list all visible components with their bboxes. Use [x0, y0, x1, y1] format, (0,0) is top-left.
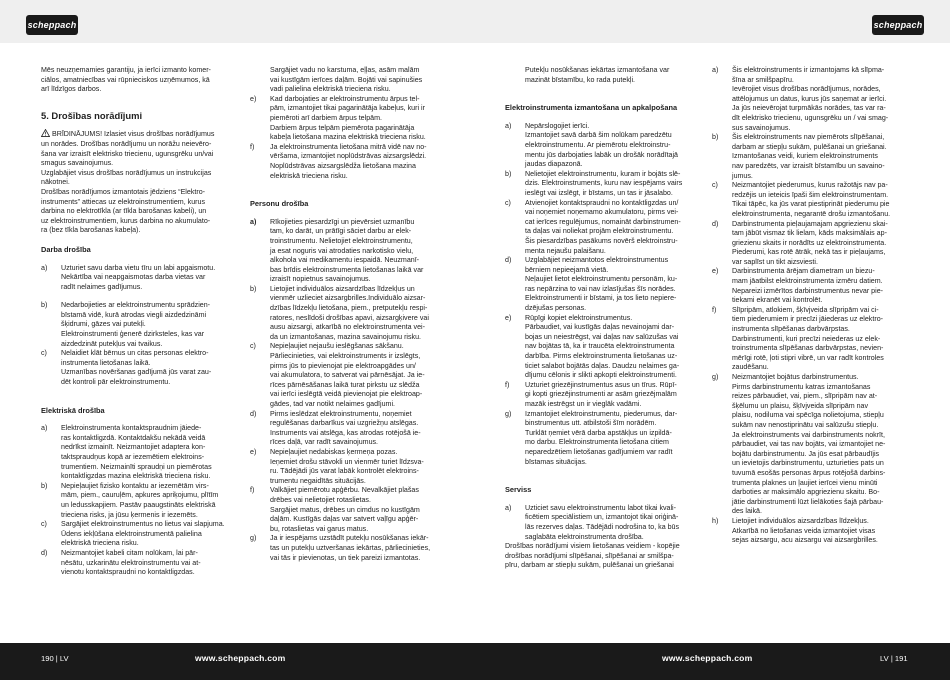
list-item-note — [505, 323, 698, 381]
text-line: Lietojiet individuālos aizsardzības līdzekļus. — [732, 516, 869, 525]
text-line: bojātu darbinstrumentu. Ja jūs esat pārbaudījis — [732, 449, 880, 458]
warning-triangle-icon — [41, 129, 50, 137]
text-line: Lietojiet individuālos aizsardzības līdzekļus un — [270, 284, 415, 293]
list-item: a) Rīkojieties piesardzīgi un pievērsiet uzmanību tam, ko darāt, un prātīgi sāciet darbu ar elek- troinstrumentu. Nelietojiet elektroinstrumentu, ja esat noguris vai atrodaties narkotisko vielu, alkohola vai medikamentu iespaidā. Neuzmanī- bas brīdis elektroinstrumenta lietošanas laikā var izraisīt nopietnus savainojumus. — [250, 217, 424, 284]
text-line: trumentu negaidītās situācijās. — [270, 476, 366, 485]
term-definition-paragraph — [41, 188, 233, 236]
text-line: plaisu, nodiluma vai spēcīga nolietojuma, stiepļu — [732, 411, 884, 420]
text-line: Šis elektroinstruments ir izmantojams kā slīpma- — [732, 66, 885, 74]
text-line: mām, piem., cauruļēm, apkures apriķojumu, plītīm — [61, 491, 219, 500]
list-item: b) Nelietojiet elektroinstrumentu, kuram ir bojāts slē- dzis. Elektroinstruments, kuru nav iespējams vairs ieslēgt vai izslēgt, ir bīstams, un tas ir jāsalabo. — [505, 169, 683, 197]
list-item-note — [505, 429, 698, 467]
text-line: Kad darbojaties ar elektroinstrumentu ārpus tel- — [270, 94, 420, 103]
text-line: Uzglabājiet neizmantotos elektroinstrumentus — [525, 256, 669, 265]
text-line: bīstamas situācijas. — [525, 457, 587, 466]
text-line: mentu jūs darbojaties labāk un drošāk norādītajā — [525, 150, 679, 159]
text-line: Pirms ieslēdzat elektroinstrumentu, noņemiet — [270, 409, 412, 418]
list-item: b) Nepieļaujiet fizisko kontaktu ar iezemētām virs- mām, piem., cauruļēm, apkures apriķojumu, plītīm un ledusskapjiem. Pastāv paaugstināts elektriskā trieciena risks, ja jūsu ķermenis ir iezemēts. — [41, 481, 219, 519]
text-line: Nepieļaujiet nedabiskas ķermeņa pozas. — [270, 447, 398, 456]
text-line: vai ierīci ieslēgtā veidā pievienojat pie elektroap- — [270, 390, 423, 399]
text-line: Nekārtība vai neapgaismotas darba vietas var — [61, 273, 206, 282]
text-line: kontaktligzdas mazina elektriskā trieciena risku. — [61, 472, 211, 481]
list-item: c) Neizmantojiet piederumus, kurus ražotājs nav pa- redzējis un ieteicis īpaši šim elektroinstrumentam. Tikai tāpēc, ka jūs varat piestiprināt piederumu pie elektroinstrumenta, negarantē drošu izmantošanu. — [712, 181, 891, 218]
text-line: Piederumi, kas rotē ātrāk, nekā tas ir pieļaujams, — [732, 248, 886, 257]
text-line: binstrumentus utt. atbilstoši šīm norādēm. — [525, 419, 657, 428]
keep-instructions-paragraph — [41, 169, 233, 188]
text-line: ieslēgt vai izslēgt, ir bīstams, un tas ir jāsalabo. — [525, 188, 673, 197]
list-item: f) Slīpripām, atlokiem, šķīvjveida slīpripām vai ci- tiem piederumiem ir precīzi jāiederas uz elektro- instrumenta slīpēšanas darbvārpstas. — [712, 305, 883, 334]
list-item: g) Izmantojiet elektroinstrumentu, piederumus, dar- binstrumentus utt. atbilstoši šīm norādēm. — [505, 409, 678, 428]
text-line: radīt nelaimes gadījumus. — [61, 282, 143, 291]
text-line: mazāk iestrēgst un ir vieglāk vadāmi. — [525, 400, 642, 408]
list-item: f) Uzturiet griezējinstrumentus asus un tīrus. Rūpī- gi kopti griezējinstrumenti ar asām griezējmalām mazāk iestrēgst un ir vieglāk vadāmi. — [505, 380, 677, 408]
column-3 — [505, 66, 698, 571]
text-line: Izmantojiet savā darbā šim nolūkam paredzētu — [525, 131, 672, 140]
text-line: Neizmantojiet kabeli citam nolūkam, lai pār- — [61, 548, 198, 557]
text-line: Darbinstrumenta ārējam diametram un biezu- — [732, 267, 875, 276]
text-line: redzējis un ieteicis īpaši šim elektroinstrumentam. — [732, 190, 889, 199]
text-line: neparedzētiem lietošanas gadījumiem var radīt — [525, 447, 673, 456]
text-line: nav paredzēts, var izraisīt bīstamību un savaino- — [732, 161, 885, 170]
text-line: saglabāta elektroinstrumenta drošība. — [525, 532, 644, 541]
column-2 — [250, 66, 442, 563]
text-line: jaudas diapazonā. — [525, 160, 583, 169]
text-line: daļām. Kustīgās daļas var satvert vaļīgu apģēr- — [270, 515, 419, 524]
text-line: ausu aizsargi, atkarībā no elektroinstrumenta vei- — [270, 323, 425, 332]
list-item: b) Lietojiet individuālos aizsardzības līdzekļus un vienmēr uzlieciet aizsargbrilles.Individuālo aizsar- dzības līdzekļu lietošana, piem., pretputekļu respi- ratores, neslīdoši drošības apavi, aizsargķivere vai ausu aizsargi, atkarībā no elektroinstrumenta vei- da un izmantošanas, mazina savainojumu risku. — [250, 284, 429, 341]
list-item-continuation — [250, 66, 442, 95]
text-line: var saplīst un tikt aizsviesti. — [732, 257, 818, 266]
text-line: Neizmantojiet bojātus darbinstrumentus. — [732, 373, 859, 381]
list-item-note — [505, 275, 698, 313]
list-item: e) Kad darbojaties ar elektroinstrumentu ārpus tel- pām, izmantojiet tikai pagarinātāja kabeļus, kuri ir piemēroti arī darbiem ārpus telpām. — [250, 94, 425, 122]
text-line: troinstrumenta slīpēšanas darbvārpstas, nevien- — [732, 344, 884, 353]
subheading-service: Serviss — [505, 485, 532, 495]
list-item: f) Valkājiet piemērotu apģērbu. Nevalkājiet plašas drēbes vai nelietojiet rotaslietas. Sargājiet matus, drēbes un cimdus no kustīgām daļām. Kustīgās daļas var satvert vaļīgu apģēr- bu, rotaslietas vai garus matus. — [250, 486, 420, 533]
text-line: Ja elektroinstrumenta lietošana mitrā vidē nav no- — [270, 142, 427, 151]
list-item-note — [505, 237, 698, 256]
text-line: un ievietojis darbinstrumentu, uzturieties pats un — [732, 459, 884, 468]
list-item: b) Nedarbojieties ar elektroinstrumentu sprādzien- bīstamā vidē, kurā atrodas viegli aizdedzināmi šķidrumi, gāzes vai putekļi. — [41, 301, 211, 329]
text-line: drošības norādījumi slīpēšanai, slīpēšanai ar smilšpa- — [505, 551, 674, 560]
text-line: Ievērojiet visus drošības norādījumus, norādes, — [732, 85, 881, 94]
section-heading: 5. Drošības norādījumi — [41, 109, 143, 121]
text-line: darbam ar stiepļu sukām, pulēšanai un griešanai. — [732, 142, 887, 151]
text-line: Darbinstrumenti, kuri precīzi neiederas uz elek- — [732, 334, 881, 343]
text-line: ratores, neslīdoši drošības apavi, aizsargķivere vai — [270, 313, 429, 322]
text-line: Nepareizi izmērītos darbinstrumentus nevar pie- — [732, 286, 884, 295]
list-item: g) Ja ir iespējams uzstādīt putekļu nosūkšanas iekār- tas un putekļu uztveršanas iekārtas, pārliecinieties, vai tās ir pievienotas, un tiek pareizi izmantotas. — [250, 534, 431, 562]
text-line: Rīkojieties piesardzīgi un pievērsiet uzmanību — [270, 217, 415, 226]
text-line: instrumenta slīpēšanas darbvārpstas. — [732, 325, 850, 334]
text-line: uz elektroinstrumentiem, kurus darbina no akumulato- — [41, 216, 211, 225]
text-line: Putekļu nosūkšanas iekārtas izmantošana var — [525, 66, 670, 74]
text-line: Tikai tāpēc, ka jūs varat piestiprināt piederumu pie — [732, 200, 890, 209]
text-line: zaudēšanu. — [732, 363, 769, 372]
text-line: Izmantošanas veidi, kuriem elektroinstruments — [732, 152, 878, 161]
text-line: šīna ar smilšpapīru. — [732, 75, 794, 84]
column-4 — [712, 66, 909, 546]
header-bar — [0, 0, 950, 43]
text-line: un norādes. Drošības norādījumu un norāžu neievēro- — [41, 139, 212, 148]
text-line: Neizmantojiet piederumus, kurus ražotājs nav pa- — [732, 181, 888, 190]
column-1 — [41, 66, 233, 578]
text-line: dzis. Elektroinstruments, kuru nav iespējams vairs — [525, 179, 683, 188]
text-line: arī līdzīgos darbos. — [41, 85, 102, 94]
text-line: Pārliecinieties, vai elektroinstruments ir izslēgts, — [270, 352, 421, 361]
text-line: Uzturiet savu darba vietu tīru un labi apgaismotu. — [61, 263, 216, 272]
text-line: Elektroinstrumenti ģenerē dzirksteles, kas var — [61, 330, 205, 339]
text-line: ra (bez tīkla barošanas kabeļa). — [41, 226, 141, 235]
list-item-note — [41, 368, 233, 387]
text-line: tiekami ekranēt vai kontrolēt. — [732, 296, 823, 305]
text-line: elektriskā trieciena risku. — [270, 171, 348, 180]
list-item: g) Neizmantojiet bojātus darbinstrumentus. — [712, 373, 859, 381]
text-line: vienmēr uzlieciet aizsargbrilles.Individuālo aizsar- — [270, 294, 426, 303]
list-item-continuation — [505, 66, 698, 85]
text-line: trumentiem. Neizmainīti spraudņi un piemērotas — [61, 462, 212, 471]
text-line: Mēs neuzņemamies garantiju, ja ierīci izmanto komer- — [41, 66, 211, 74]
text-line: Uzturiet griezējinstrumentus asus un tīrus. Rūpī- — [525, 380, 677, 389]
text-line: Valkājiet piemērotu apģērbu. Nevalkājiet plašas — [270, 486, 419, 495]
text-line: darbina no elektrotīkla (ar tīkla barošanas kabeli), un — [41, 207, 207, 216]
list-item: c) Nepieļaujiet nejaušu ieslēgšanas sākšanu. Pārliecinieties, vai elektroinstruments ir izslēgts, pirms jūs to pievienojat pie elektroapgādes un/ vai akumulatora, to satverat vai pārnēsājat. Ja ie- rīces pārnēsāšanas laikā turat pirkstu uz slēdža vai ierīci ieslēgtā veidā pievienojat pie elektroap- gādes, tad var notikt nelaimes gadījumi. — [250, 342, 425, 408]
text-line: aizdedzināt putekļus vai tvaikus. — [61, 339, 163, 348]
list-item: h) Lietojiet individuālos aizsardzības līdzekļus. — [712, 516, 869, 525]
text-line: alkohola vai medikamentu iespaidā. Neuzmanī- — [270, 256, 420, 265]
text-line: Nelietojiet elektroinstrumentu, kuram ir bojāts slē- — [525, 169, 681, 178]
list-item: a) Uzturiet savu darba vietu tīru un labi apgaismotu. Nekārtība vai neapgaismotas darba vietas var radīt nelaimes gadījumus. — [41, 263, 216, 291]
list-item: a) Nepārslogojiet ierīci. — [505, 121, 590, 130]
text-line: Uzticiet savu elektroinstrumentu labot tikai kvali- — [525, 503, 676, 512]
text-line: Šis elektroinstruments nav piemērots slīpēšanai, — [732, 133, 885, 142]
text-line: trieciena risks, ja jūsu ķermenis ir iezemēts. — [61, 510, 198, 519]
text-line: Drošības norādījumos izmantotais jēdziens “Elektro- — [41, 187, 206, 196]
text-line: vai tās ir pievienotas, un tiek pareizi izmantotas. — [270, 553, 421, 562]
subheading-electrical-safety: Elektriskā drošība — [41, 405, 105, 415]
text-line: drēbes vai nelietojiet rotaslietas. — [270, 495, 371, 504]
page-number-right: LV | 191 — [880, 654, 908, 663]
text-line: taktspraudņus kopā ar iezemētiem elektroins- — [61, 453, 205, 461]
text-line: Drošības norādījumi visiem lietošanas veidiem - kopējie — [505, 542, 680, 551]
text-line: Instruments vai atslēga, kas atrodas rotējošā ie- — [270, 428, 421, 437]
text-line: kabeļa lietošana mazina elektriskā trieciena risku. — [270, 133, 426, 142]
list-item: c) Sargājiet elektroinstrumentus no lietus vai slapjuma. Ūdens iekļūšana elektroinstrumentā palielina elektriskā trieciena risku. — [41, 520, 225, 548]
subheading-tool-use: Elektroinstrumenta izmantošana un apkalpošana — [505, 103, 678, 113]
text-line: mērīgi rotē, ļoti stipri vibrē, un var radīt kontroles — [732, 353, 884, 362]
list-item: d) Uzglabājiet neizmantotos elektroinstrumentus bērniem nepieejamā vietā. — [505, 256, 669, 274]
list-item-note — [41, 330, 233, 349]
text-line: Elektroinstrumenta kontaktspraudnim jāiede- — [61, 424, 202, 433]
text-line: Pārbaudiet, vai kustīgās daļas nevainojami dar- — [525, 323, 675, 332]
text-line: ja esat noguris vai atrodaties narkotisko vielu, — [270, 246, 414, 255]
text-line: mazināt bīstamību, ko rada putekļi. — [525, 75, 636, 84]
text-line: Nepieļaujiet fizisko kontaktu ar iezemētām virs- — [61, 481, 209, 490]
text-line: tam jābūt vismaz tik lielam, kāds maksimālais ap- — [732, 229, 887, 238]
text-line: tuvumā esošās personas ārpus rotējošā darbins- — [732, 468, 886, 477]
text-line: Ja elektroinstruments vai darbinstruments nokrīt, — [732, 430, 885, 439]
text-line: Ūdens iekļūšana elektroinstrumentā palielina — [61, 529, 202, 538]
text-line: reizes pārbaudiet, vai, piem., slīpripām nav at- — [732, 392, 878, 401]
text-line: nēsātu, uzkarinātu elektroinstrumentu vai at- — [61, 558, 201, 567]
list-item: d) Pirms ieslēdzat elektroinstrumentu, noņemiet regulēšanas darbarīkus vai uzgriežņu atslēgas. Instruments vai atslēga, kas atrodas rotējošā ie- rīces daļā, var radīt savainojumus. — [250, 409, 421, 447]
list-item: d) Neizmantojiet kabeli citam nolūkam, lai pār- nēsātu, uzkarinātu elektroinstrumentu vai at- vienotu kontaktspraudni no kontaktligzdas. — [41, 548, 201, 577]
list-item: e) Darbinstrumenta ārējam diametram un biezu- mam jāatbilst elektroinstrumenta izmēru datiem. Nepareizi izmērītos darbinstrumentus nevar pie- tiekami ekranēt vai kontrolēt. — [712, 267, 884, 305]
text-line: rīces daļā, var radīt savainojumus. — [270, 438, 379, 447]
list-item: c) Nelaidiet klāt bērnus un citas personas elektro- instrumenta lietošanas laikā. — [41, 349, 209, 367]
text-line: griezienu skaits ir norādīts uz elektroinstrumenta. — [732, 238, 887, 247]
text-line: dzējušas personas. — [525, 304, 587, 313]
list-item: c) Atvienojiet kontaktspraudni no kontaktligzdas un/ vai noņemiet noņemamo akumulatoru, pirms vei- cat ierīces regulējumus, nomaināt darbinstrumen- ta daļas vai noliekat projām elektroinstrumentu. — [505, 198, 681, 236]
text-line: ticiet salabot bojātās daļas. Daudzu nelaimes ga- — [525, 361, 680, 370]
text-line: pīru, darbam ar stiepļu sukām, pulēšanai un griešanai — [505, 561, 674, 570]
list-item: e) Rūpīgi kopiet elektroinstrumentus. — [505, 313, 633, 322]
text-line: da un izmantošanas, mazina savainojumu risku. — [270, 332, 422, 341]
text-line: troinstrumentu. Nelietojiet elektroinstrumentu, — [270, 236, 413, 245]
text-line: Pirms darbinstrumentu katras izmantošanas — [732, 382, 871, 391]
list-item: e) Nepieļaujiet nedabiskas ķermeņa pozas. Ieņemiet drošu stāvokli un vienmēr turiet līdzsva- ru. Tādējādi jūs varat labāk kontrolēt elektroins- trumentu negaidītās situācijās. — [250, 447, 424, 485]
text-line: lās rezerves daļas. Tādējādi nodrošina to, ka būs — [525, 522, 680, 531]
text-line: Neļaujiet lietot elektroinstrumentu personām, ku- — [525, 275, 678, 284]
text-line: jātie darbinstrumenti lūzt lielākoties šajā pārbau- — [732, 497, 884, 506]
text-line: elektroinstrumentu. Ar piemērotu elektroinstru- — [525, 140, 671, 149]
text-line: Turklāt ņemiet vērā darba apstākļus un izpildā- — [525, 428, 672, 437]
text-line: Slīpripām, atlokiem, šķīvjveida slīpripām vai ci- — [732, 305, 879, 314]
text-line: darboties ar maksimālo apgriezienu skaitu. Bo- — [732, 488, 880, 497]
subheading-work-safety: Darba drošība — [41, 244, 91, 254]
subheading-personal-safety: Personu drošība — [250, 199, 309, 209]
text-line: pārbaudiet, vai tas nav bojāts, vai izmantojiet ne- — [732, 440, 886, 449]
text-line: ru. Tādējādi jūs varat labāk kontrolēt elektroins- — [270, 467, 419, 476]
text-line: bojas un neiestrēgst, vai daļas nav salūzušas vai — [525, 332, 679, 341]
list-item-note — [250, 124, 442, 143]
text-line: vai akumulatora, to satverat vai pārnēsājat. Ja ie- — [270, 371, 425, 380]
text-line: trumenta plaknes un ļaujiet ierīcei vienu minūti — [732, 478, 878, 487]
text-line: Ieņemiet drošu stāvokli un vienmēr turiet līdzsva- — [270, 457, 424, 466]
website-link-left[interactable]: www.scheppach.com — [195, 653, 286, 663]
text-line: ras kontaktligzdā. Kontaktdakšu nekādā veidā — [61, 433, 206, 442]
text-line: jumus. — [732, 171, 753, 180]
text-line: Sargājiet elektroinstrumentus no lietus vai slapjuma. — [61, 520, 225, 529]
list-item-note — [712, 85, 909, 133]
text-line: pirms jūs to pievienojat pie elektroapgādes un/ — [270, 361, 416, 370]
text-line: dīt elektrisko triecienu, ugunsgrēku un / vai smag- — [732, 113, 889, 122]
list-item-note — [712, 383, 909, 517]
text-line: Šis piesardzības pasākums novērš elektroinstru- — [525, 236, 678, 245]
text-line: Noplūdstrāvas aizsargslēdža lietošana mazina — [270, 161, 416, 170]
text-line: bu, rotaslietas vai garus matus. — [270, 524, 369, 533]
text-line: gādes, tad var notikt nelaimes gadījumi. — [270, 400, 395, 408]
text-line: tiem piederumiem ir precīzi jāiederas uz elektro- — [732, 315, 883, 324]
text-line: tas un putekļu uztveršanas iekārtas, pārliecinieties, — [270, 543, 431, 552]
text-line: sukām nav nenostiprinātu vai salūzušu stiepļu. — [732, 420, 879, 429]
text-line: nākotnei. — [41, 178, 70, 187]
list-item: d) Darbinstrumenta pieļaujamajam apgriezienu skai- tam jābūt vismaz tik lielam, kāds maksimālais ap- griezienu skaits ir norādīts uz elektroinstrumenta. Piederumi, kas rotē ātrāk, nekā tas ir pieļaujams, var saplīst un tikt aizsviesti. — [712, 219, 888, 266]
text-line: vai kustīgām ierīces daļām. Bojāti vai sapinušies — [270, 75, 423, 84]
text-line: BRĪDINĀJUMS! Izlasiet visus drošības norādījumus — [51, 130, 215, 139]
text-line: Atvienojiet kontaktspraudni no kontaktligzdas un/ — [525, 198, 679, 207]
text-line: ras nepārzina to vai nav izlasījušas šīs norādes. — [525, 284, 676, 293]
text-line: Darbiem ārpus telpām piemērota pagarinātāja — [270, 123, 415, 132]
text-line: Nelaidiet klāt bērnus un citas personas elektro- — [61, 349, 209, 358]
brand-logo-left: scheppach — [26, 15, 78, 35]
text-line: des laikā. — [732, 507, 762, 516]
text-line: Darbinstrumenta pieļaujamajam apgriezienu skai- — [732, 219, 888, 228]
text-line: Atkarībā no lietošanas veida izmantojiet visas — [732, 526, 876, 535]
text-line: šķēlumu un plaisu, šķīvjveida slīpripām nav — [732, 401, 869, 410]
text-line: šķidrumi, gāzes vai putekļi. — [61, 320, 146, 329]
text-line: instruments” attiecas uz elektroinstrumentiem, kurus — [41, 197, 206, 206]
text-line: regulēšanas darbarīkus vai uzgriežņu atslēgas. — [270, 419, 419, 428]
text-line: bērniem nepieejamā vietā. — [525, 265, 609, 274]
list-item: f) Ja elektroinstrumenta lietošana mitrā vidē nav no- vēršama, izmantojiet noplūdstrāvas aizsargslēdzi. Noplūdstrāvas aizsargslēdža lietošana mazina elektriskā trieciena risku. — [250, 142, 427, 180]
list-item-note — [712, 527, 909, 546]
text-line: Ja ir iespējams uzstādīt putekļu nosūkšanas iekār- — [270, 534, 429, 543]
text-line: Uzmanības novēršanas gadījumā jūs varat zau- — [61, 368, 212, 377]
text-line: Ja jūs neievērojat turpmākās norādes, tas var ra- — [732, 104, 886, 113]
footer-bar — [0, 643, 950, 680]
text-line: vēršama, izmantojiet noplūdstrāvas aizsargslēdzi. — [270, 152, 427, 161]
text-line: dēt kontroli pār elektroinstrumentu. — [61, 378, 171, 387]
grinding-safety-intro — [505, 542, 698, 571]
text-line: Uzglabājiet visus drošības norādījumus un instrukcijas — [41, 168, 212, 177]
text-line: attēlojumus un datus, kurus jūs saņemat ar ierīci. — [732, 94, 887, 103]
text-line: mam jāatbilst elektroinstrumenta izmēru datiem. — [732, 277, 883, 286]
list-item-note — [712, 335, 909, 373]
text-line: Nedarbojieties ar elektroinstrumentu sprādzien- — [61, 301, 211, 310]
text-line: šana var izraisīt elektrisko triecienu, ugunsgrēku un/vai — [41, 149, 214, 158]
text-line: mo darbu. Elektroinstrumenta lietošana citiem — [525, 438, 669, 447]
text-line: bīstamā vidē, kurā atrodas viegli aizdedzināmi — [61, 310, 207, 319]
text-line: dījumu cēlonis ir slikti apkopti elektroinstrumenti. — [525, 371, 677, 380]
text-line: Izmantojiet elektroinstrumentu, piederumus, dar- — [525, 409, 678, 418]
text-line: Elektroinstrumenti ir bīstami, ja tos lieto nepiere- — [525, 294, 677, 303]
text-line: piemēroti arī darbiem ārpus telpām. — [270, 113, 382, 122]
brand-logo-right: scheppach — [872, 15, 924, 35]
text-line: nedrīkst izmainīt. Neizmantojiet adaptera kon- — [61, 443, 206, 452]
page-number-left: 190 | LV — [41, 654, 69, 663]
text-line: dzības līdzekļu lietošana, piem., pretputekļu respi- — [270, 304, 428, 313]
text-line: Sargājiet vadu no karstuma, eļļas, asām malām — [270, 66, 420, 74]
warning-paragraph — [41, 129, 233, 168]
text-line: vadi palielina elektriskā trieciena risku. — [270, 85, 391, 94]
text-line: elektroinstrumenta, negarantē drošu izmantošanu. — [732, 209, 891, 218]
text-line: sus savainojumus. — [732, 123, 791, 132]
text-line: menta nejaušu palaišanu. — [525, 246, 606, 255]
text-line: tam, ko darāt, un prātīgi sāciet darbu ar elek- — [270, 227, 412, 236]
website-link-right[interactable]: www.scheppach.com — [662, 653, 753, 663]
text-line: darbība. Pirms elektroinstrumenta lietošanas uz- — [525, 352, 678, 361]
text-line: ta daļas vai noliekat projām elektroinstrumentu. — [525, 227, 674, 236]
text-line: rīces pārnēsāšanas laikā turat pirkstu uz slēdža — [270, 380, 420, 389]
text-line: Nepieļaujiet nejaušu ieslēgšanas sākšanu. — [270, 342, 404, 351]
text-line: instrumenta lietošanas laikā. — [61, 358, 151, 367]
text-line: ciālos, amatniecības vai rūpnieciskos uzņēmumos, kā — [41, 75, 210, 84]
text-line: cat ierīces regulējumus, nomaināt darbinstrumen- — [525, 217, 681, 226]
text-line: ficētiem speciālistiem un, izmantojot tikai oriģinā- — [525, 513, 679, 522]
text-line: Sargājiet matus, drēbes un cimdus no kustīgām — [270, 505, 420, 514]
text-line: vienotu kontaktspraudni no kontaktligzdas. — [61, 568, 195, 577]
intro-paragraph — [41, 66, 233, 95]
list-item: b) Šis elektroinstruments nav piemērots slīpēšanai, darbam ar stiepļu sukām, pulēšanai un griešanai. Izmantošanas veidi, kuriem elektroinstruments nav paredzēts, var izraisīt bīstamību un savaino- jumus. — [712, 133, 887, 180]
text-line: izraisīt nopietnus savainojumus. — [270, 275, 371, 284]
text-line: nav bojātas tā, ka ir traucēta elektroinstrumenta — [525, 342, 675, 351]
text-line: vai noņemiet noņemamo akumulatoru, pirms vei- — [525, 208, 679, 217]
text-line: Nepārslogojiet ierīci. — [525, 121, 590, 130]
text-line: gi kopti griezējinstrumenti ar asām griezējmalām — [525, 390, 677, 399]
list-item: a) Elektroinstrumenta kontaktspraudnim jāiede- ras kontaktligzdā. Kontaktdakšu nekādā veidā nedrīkst izmainīt. Neizmantojiet adaptera kon- taktspraudņus kopā ar iezemētiem elektroins- trumentiem. Neizmainīti spraudņi un piemērotas kontaktligzdas mazina elektriskā trieciena risku. — [41, 424, 212, 481]
list-item-note — [505, 131, 698, 169]
text-line: sejas aizsargu, acu aizsargu vai aizsargbrilles. — [732, 536, 878, 545]
text-line: Rūpīgi kopiet elektroinstrumentus. — [525, 313, 633, 322]
text-line: un ledusskapjiem. Pastāv paaugstināts elektriskā — [61, 500, 216, 509]
text-line: elektriskā trieciena risku. — [61, 539, 139, 548]
list-item: a) Uzticiet savu elektroinstrumentu labot tikai kvali- ficētiem speciālistiem un, izmantojot tikai oriģinā- lās rezerves daļas. Tādējādi nodrošina to, ka būs saglabāta elektroinstrumenta drošība. — [505, 503, 680, 541]
text-line: pām, izmantojiet tikai pagarinātāja kabeļus, kuri ir — [270, 104, 425, 113]
text-line: bas brīdis elektroinstrumenta lietošanas laikā var — [270, 265, 424, 274]
list-item: a) Šis elektroinstruments ir izmantojams kā slīpma- šīna ar smilšpapīru. — [712, 66, 885, 84]
text-line: smagus savainojumus. — [41, 159, 114, 168]
